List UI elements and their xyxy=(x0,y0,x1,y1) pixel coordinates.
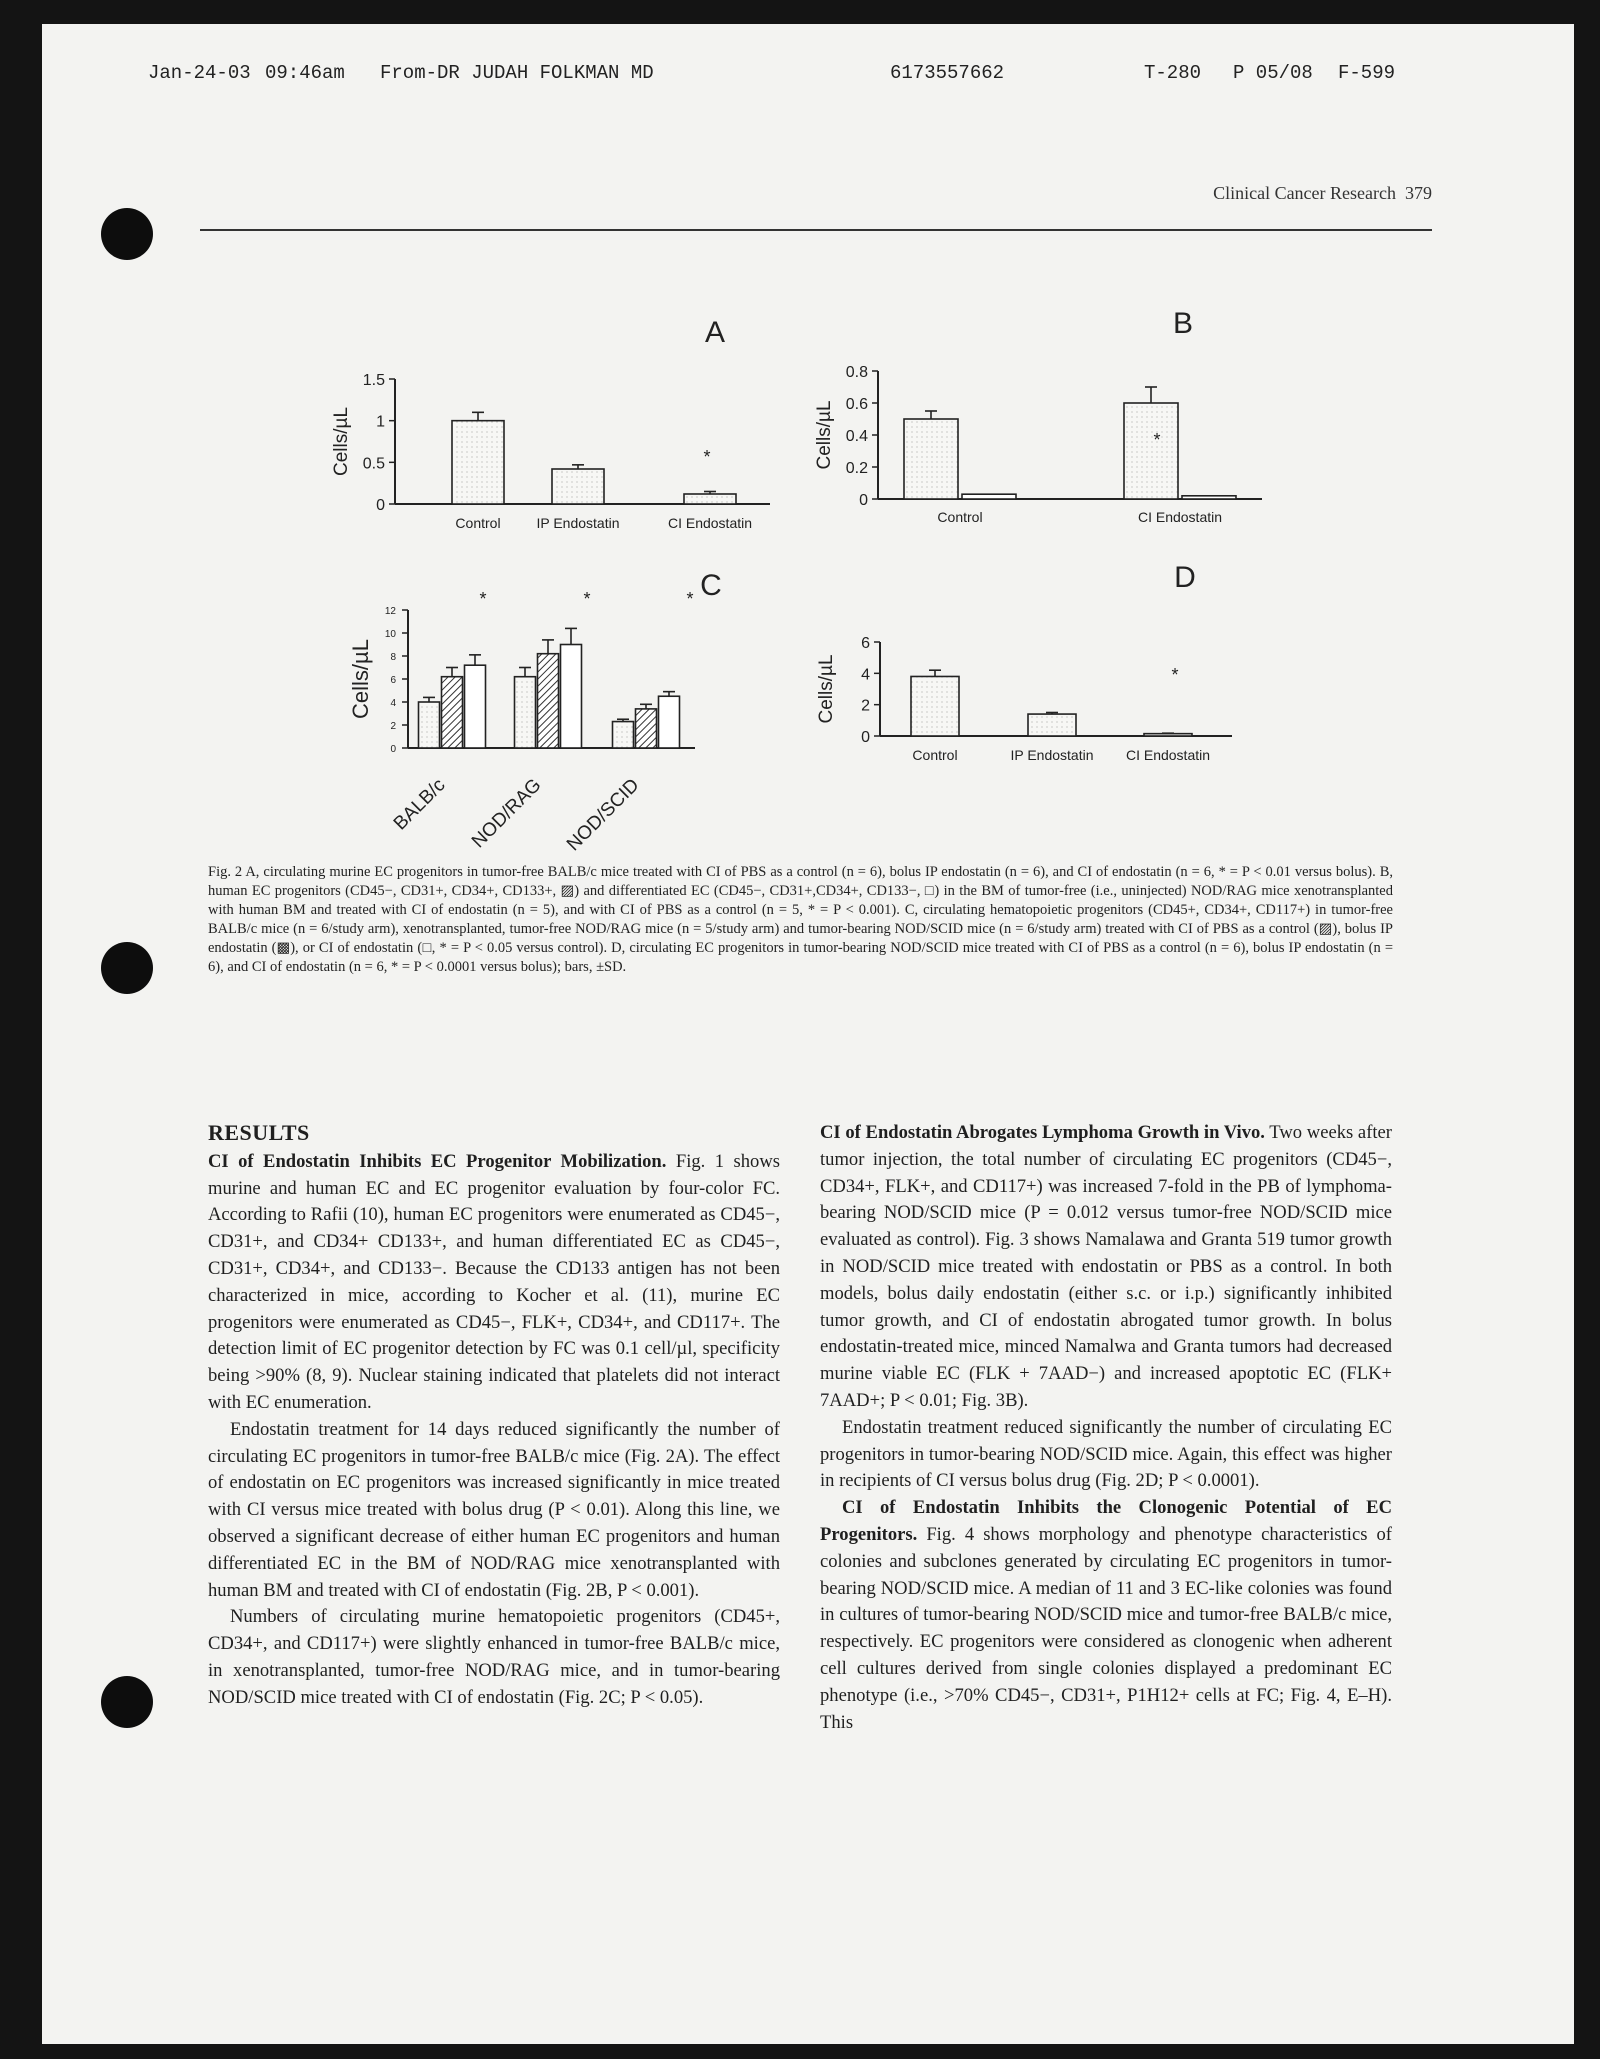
y-tick-label: 2 xyxy=(390,721,396,732)
category-label: Control xyxy=(937,509,983,525)
paragraph-text: Fig. 1 shows murine and human EC and EC progenitor evaluation by four-color FC. According to Rafii (10), human EC progenitors were enumerated as CD45−, CD31+, and CD34+ CD133+, and human differentiated EC as CD45−, CD31+, CD34+, and CD133−. Because the CD133 antigen has not been characterized in mice, according to Kocher et al. (11), murine EC progenitors were enumerated as CD45−, FLK+, CD34+, and CD117+. The detection limit of EC progenitor detection by FC was 0.1 cell/µl, specificity being >90% (8, 9). Nuclear staining indicated that platelets did not interact with EC enumeration. xyxy=(208,1150,780,1413)
y-tick-label: 0 xyxy=(376,497,385,514)
paragraph xyxy=(208,1149,780,1417)
y-tick-label: 1.5 xyxy=(362,372,385,389)
bar xyxy=(1182,496,1236,499)
y-tick-label: 1 xyxy=(376,413,385,431)
significance-marker: * xyxy=(1171,665,1179,685)
significance-marker: * xyxy=(583,589,591,609)
y-tick-label: 2 xyxy=(861,697,870,715)
bar xyxy=(552,469,604,504)
y-tick-label: 0.4 xyxy=(845,428,868,445)
journal-name: Clinical Cancer Research xyxy=(1213,183,1396,203)
y-tick-label: 0.5 xyxy=(362,455,385,473)
paragraph-text: Fig. 4 shows morphology and phenotype characteristics of colonies and subclones generated by circulating EC progenitors in tumor-bearing NOD/SCID mice. A median of 11 and 3 EC-like colonies was found in cultures of tumor-bearing NOD/SCID mice and tumor-free BALB/c mice, respectively. EC progenitors were considered as clonogenic when adherent cell cultures derived from single colonies displayed a predominant EC phenotype (i.e., >70% CD45−, CD31+, P1H12+ cells at FC; Fig. 4, E–H). This xyxy=(820,1523,1392,1733)
bar xyxy=(515,677,536,748)
paragraph xyxy=(820,1120,1392,1415)
paragraph xyxy=(208,1417,780,1605)
significance-marker: * xyxy=(1153,430,1161,450)
y-tick-label: 4 xyxy=(861,666,870,684)
y-tick-label: 0 xyxy=(861,729,870,746)
bar xyxy=(442,677,463,748)
chart-panel-a xyxy=(331,316,770,531)
bar xyxy=(1124,403,1178,499)
y-tick-label: 0.8 xyxy=(845,364,868,381)
significance-marker: * xyxy=(686,589,694,609)
bar xyxy=(561,645,582,749)
bar xyxy=(684,494,736,504)
paragraph xyxy=(820,1415,1392,1495)
bar xyxy=(419,702,440,748)
paragraph-text: Numbers of circulating murine hematopoietic progenitors (CD45+, CD34+, and CD117+) were slightly enhanced in tumor-free BALB/c mice, in xenotransplanted, tumor-free NOD/RAG mice, and in tumor-bearing NOD/SCID mice treated with CI of endostatin (Fig. 2C; P < 0.05). xyxy=(208,1606,780,1708)
significance-marker: * xyxy=(479,589,487,609)
category-label: Control xyxy=(912,747,958,763)
subheading: CI of Endostatin Inhibits EC Progenitor Mobilization. xyxy=(208,1150,667,1172)
y-tick-label: 4 xyxy=(390,698,396,709)
subheading: CI of Endostatin Inhibits the Clonogenic Potential of EC Progenitors. xyxy=(820,1497,1392,1545)
journal-page: 379 xyxy=(1405,183,1432,203)
category-label: IP Endostatin xyxy=(1010,747,1094,763)
y-tick-label: 0 xyxy=(859,492,868,509)
category-label: NOD/SCID xyxy=(562,774,644,856)
y-tick-label: 0.6 xyxy=(845,396,868,413)
panel-label: D xyxy=(1174,561,1196,594)
bar xyxy=(452,421,504,504)
panel-label: A xyxy=(704,316,726,349)
y-axis-label: Cells/µL xyxy=(814,400,835,470)
fax-time: 09:46am xyxy=(265,62,345,84)
category-label: CI Endostatin xyxy=(1125,747,1211,763)
y-axis-label: Cells/µL xyxy=(348,639,373,719)
fax-sender: From-DR JUDAH FOLKMAN MD xyxy=(380,62,654,84)
y-tick-label: 12 xyxy=(384,606,396,617)
y-tick-label: 6 xyxy=(390,675,396,686)
bar xyxy=(465,665,486,748)
paragraph xyxy=(208,1604,780,1711)
results-left-column xyxy=(208,1120,780,1712)
paragraph-text: Endostatin treatment for 14 days reduced significantly the number of circulating EC progenitors in tumor-free BALB/c mice (Fig. 2A). The effect of endostatin on EC progenitors was increased significantly in mice treated with CI versus mice treated with bolus drug (P < 0.01). Along this line, we observed a significant decrease of either human EC progenitors and human differentiated EC in the BM of NOD/RAG mice xenotransplanted with human BM and treated with CI of endostatin (Fig. 2B, P < 0.001). xyxy=(208,1418,780,1601)
fax-page: P 05/08 xyxy=(1233,62,1313,84)
results-heading: RESULTS xyxy=(208,1120,310,1145)
fax-f-code: F-599 xyxy=(1338,62,1396,84)
bar xyxy=(1028,714,1076,736)
category-label: Control xyxy=(455,515,501,531)
subheading: CI of Endostatin Abrogates Lymphoma Growth in Vivo. xyxy=(820,1122,1265,1143)
bar xyxy=(904,419,958,499)
y-tick-label: 6 xyxy=(861,635,870,652)
significance-marker: * xyxy=(703,447,711,467)
bar xyxy=(613,722,634,748)
category-label: CI Endostatin xyxy=(667,515,753,531)
bar xyxy=(636,709,657,748)
bar xyxy=(538,654,559,748)
y-axis-label: Cells/µL xyxy=(816,654,837,724)
paragraph xyxy=(820,1495,1392,1736)
y-tick-label: 10 xyxy=(384,629,396,640)
bar xyxy=(659,696,680,748)
results-right-column xyxy=(820,1120,1392,1736)
y-tick-label: 0.2 xyxy=(845,460,868,477)
paragraph-text: Two weeks after tumor injection, the total number of circulating EC progenitors (CD45−, CD34+, FLK+, and CD117+) was increased 7-fold in the PB of lymphoma-bearing NOD/SCID mice (P = 0.012 versus tumor-free NOD/SCID mice evaluated as control). Fig. 3 shows Namalawa and Granta 519 tumor growth in NOD/SCID mice treated with endostatin or PBS as a control. In both models, bolus daily endostatin (either s.c. or i.p.) significantly inhibited tumor growth, and CI of endostatin abrogated tumor growth. In bolus endostatin-treated mice, minced Namalwa and Granta tumors had decreased murine viable EC (FLK + 7AAD−) and increased apoptotic EC (FLK+ 7AAD+; P < 0.01; Fig. 3B). xyxy=(820,1122,1392,1411)
category-label: IP Endostatin xyxy=(536,515,620,531)
category-label: BALB/c xyxy=(389,774,450,835)
category-label: CI Endostatin xyxy=(1137,509,1223,525)
bar xyxy=(962,494,1016,499)
fax-t-code: T-280 xyxy=(1144,62,1202,84)
fax-date: Jan-24-03 xyxy=(148,62,251,84)
bar xyxy=(911,676,959,736)
category-label: NOD/RAG xyxy=(467,774,546,853)
panel-label: B xyxy=(1172,307,1194,340)
y-axis-label: Cells/µL xyxy=(331,406,352,477)
paragraph-text: Endostatin treatment reduced significantly the number of circulating EC progenitors in tumor-bearing NOD/SCID mice. Again, this effect was higher in recipients of CI versus bolus drug (Fig. 2D; P < 0.0001). xyxy=(820,1416,1392,1492)
figure-caption: Fig. 2 A, circulating murine EC progenitors in tumor-free BALB/c mice treated with CI of PBS as a control (n = 6), bolus IP endostatin (n = 6), and CI of endostatin (n = 6, * = P < 0.01 versus bolus). B, human EC progenitors (CD45−, CD31+, CD34+, CD133+, ▨) and differentiated EC (CD45−, CD31+,CD34+, CD133−, □) in the BM of tumor-free (i.e., uninjected) NOD/RAG mice xenotransplanted with human BM and treated with CI of endostatin (n = 5), and with CI of PBS as a control (n = 5, * = P < 0.001). C, circulating hematopoietic progenitors (CD45+, CD34+, CD117+) in tumor-free BALB/c mice (n = 6/study arm), xenotransplanted, tumor-free NOD/RAG mice (n = 5/study arm) and tumor-bearing NOD/SCID mice (n = 6/study arm) treated with CI of PBS as a control (▨), bolus IP endostatin (▩), or CI of endostatin (□, * = P < 0.05 versus control). D, circulating EC progenitors in tumor-bearing NOD/SCID mice treated with CI of PBS as a control (n = 6), bolus IP endostatin (n = 6), and CI of endostatin (n = 6, * = P < 0.0001 versus bolus); bars, ±SD. xyxy=(208,864,1393,975)
chart-panel-b xyxy=(814,307,1262,525)
y-tick-label: 8 xyxy=(390,652,396,663)
fax-phone: 6173557662 xyxy=(890,62,1005,84)
chart-panel-c xyxy=(348,569,722,855)
bar xyxy=(1144,734,1192,736)
y-tick-label: 0 xyxy=(390,744,396,755)
chart-panel-d xyxy=(816,561,1232,763)
panel-label: C xyxy=(700,569,722,602)
